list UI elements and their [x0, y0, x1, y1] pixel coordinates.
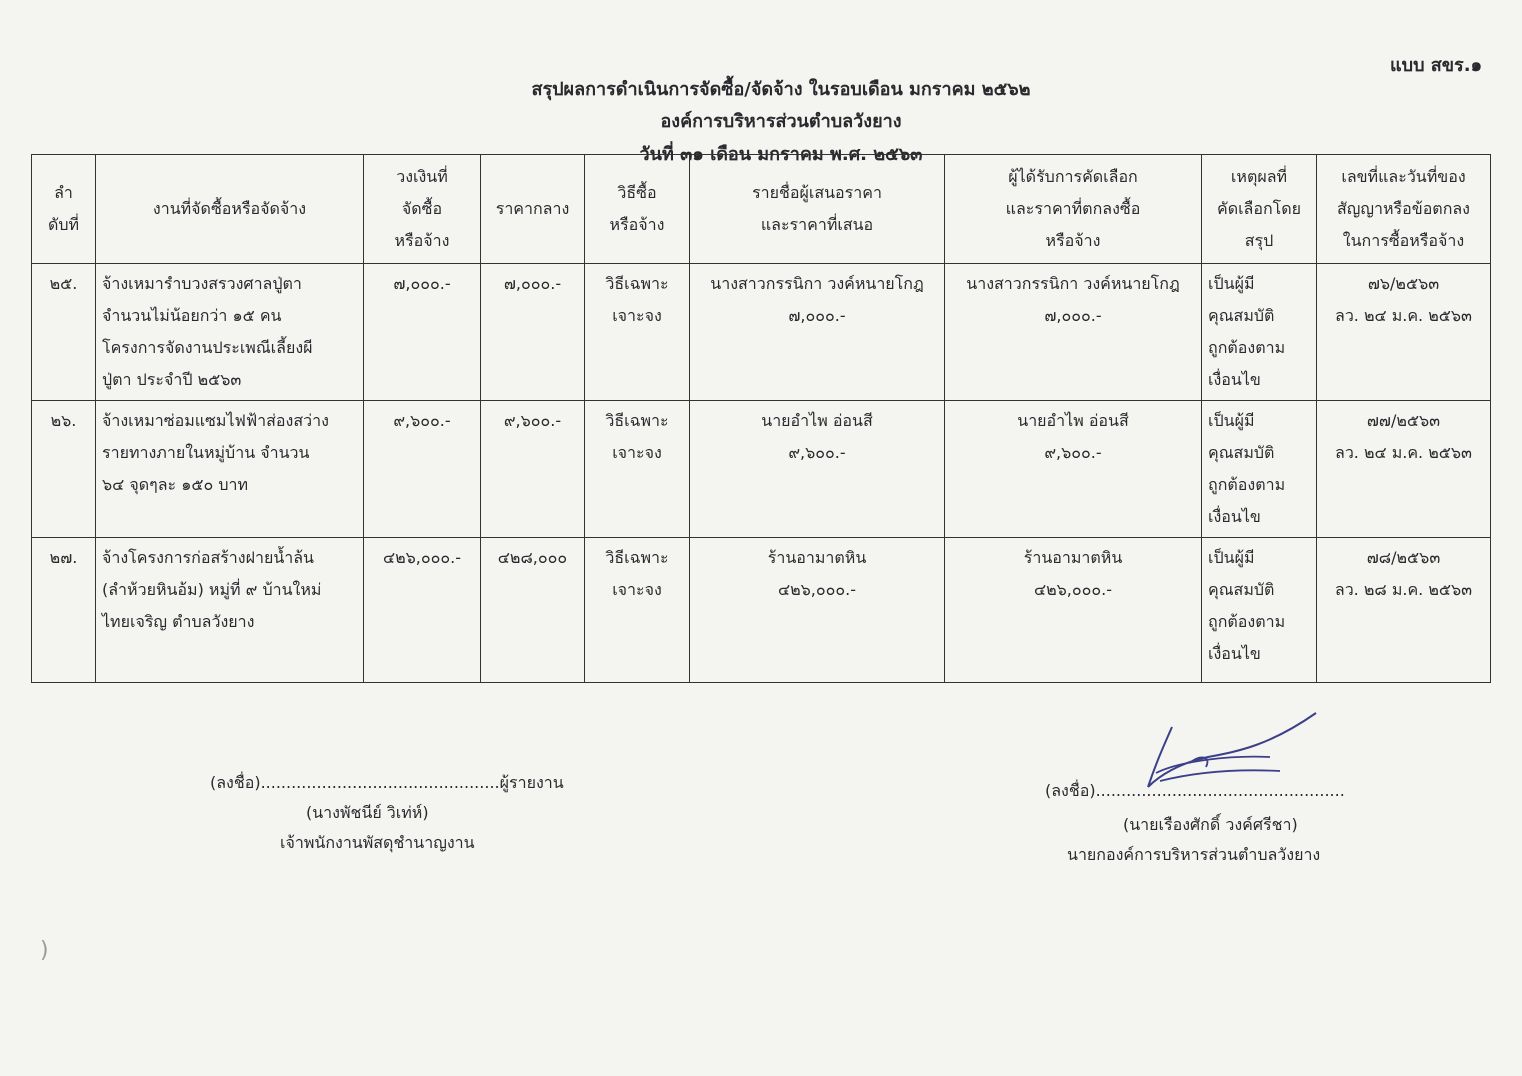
budget-value: ๗,๐๐๐.- — [364, 264, 481, 401]
reporter-signature-block — [210, 768, 610, 858]
header-work: งานที่จัดซื้อหรือจัดจ้าง — [96, 155, 364, 264]
contract-value: ๗๖/๒๕๖๓ ลว. ๒๔ ม.ค. ๒๕๖๓ — [1317, 264, 1491, 401]
median-price-value: ๗,๐๐๐.- — [481, 264, 585, 401]
bidder-value: ร้านอามาตหิน ๔๒๖,๐๐๐.- — [690, 538, 945, 683]
reason-value: เป็นผู้มี คุณสมบัติ ถูกต้องตาม เงื่อนไข — [1202, 264, 1317, 401]
header-contract: เลขที่และวันที่ของ สัญญาหรือข้อตกลง ในการซื้อหรือจ้าง — [1317, 155, 1491, 264]
method-value: วิธีเฉพาะ เจาะจง — [585, 264, 690, 401]
bidder-value: นายอำไพ อ่อนสี ๙,๖๐๐.- — [690, 401, 945, 538]
budget-value: ๙,๖๐๐.- — [364, 401, 481, 538]
document-title: สรุปผลการดำเนินการจัดซื้อ/จัดจ้าง ในรอบเดือน มกราคม ๒๕๖๒ — [531, 79, 1031, 100]
contract-value: ๗๗/๒๕๖๓ ลว. ๒๔ ม.ค. ๒๕๖๓ — [1317, 401, 1491, 538]
row-number: ๒๕. — [32, 264, 96, 401]
organization-name: องค์การบริหารส่วนตำบลวังยาง — [660, 111, 902, 132]
budget-value: ๔๒๖,๐๐๐.- — [364, 538, 481, 683]
header-bidders: รายชื่อผู้เสนอราคา และราคาที่เสนอ — [690, 155, 945, 264]
row-number: ๒๖. — [32, 401, 96, 538]
reporter-sign-line: (ลงชื่อ)...............................................ผู้รายงาน — [210, 773, 564, 792]
approver-position: นายกองค์การบริหารส่วนตำบลวังยาง — [1067, 845, 1321, 864]
median-price-value: ๙,๖๐๐.- — [481, 401, 585, 538]
table-row — [32, 401, 1491, 538]
work-description: จ้างเหมาซ่อมแซมไฟฟ้าส่องสว่าง รายทางภายในหมู่บ้าน จำนวน ๖๔ จุดๆละ ๑๕๐ บาท — [96, 401, 364, 538]
header-method: วิธีซื้อ หรือจ้าง — [585, 155, 690, 264]
bidder-value: นางสาวกรรนิกา วงค์หนายโกฎ ๗,๐๐๐.- — [690, 264, 945, 401]
work-description: จ้างเหมารำบวงสรวงศาลปู่ตา จำนวนไม่น้อยกว่า ๑๕ คน โครงการจัดงานประเพณีเลี้ยงผี ปู่ตา ประจำปี ๒๕๖๓ — [96, 264, 364, 401]
work-description: จ้างโครงการก่อสร้างฝายน้ำล้น (ลำห้วยหินอ้ม) หมู่ที่ ๙ บ้านใหม่ ไทยเจริญ ตำบลวังยาง — [96, 538, 364, 683]
selected-value: นางสาวกรรนิกา วงค์หนายโกฎ ๗,๐๐๐.- — [945, 264, 1202, 401]
header-selected: ผู้ได้รับการคัดเลือก และราคาที่ตกลงซื้อ หรือจ้าง — [945, 155, 1202, 264]
method-value: วิธีเฉพาะ เจาะจง — [585, 401, 690, 538]
table-header-row — [32, 155, 1491, 264]
document-date: วันที่ ๓๑ เดือน มกราคม พ.ศ. ๒๕๖๓ — [639, 144, 923, 165]
header-median-price: ราคากลาง — [481, 155, 585, 264]
contract-value: ๗๘/๒๕๖๓ ลว. ๒๘ ม.ค. ๒๕๖๓ — [1317, 538, 1491, 683]
header-budget: วงเงินที่ จัดซื้อ หรือจ้าง — [364, 155, 481, 264]
reason-value: เป็นผู้มี คุณสมบัติ ถูกต้องตาม เงื่อนไข — [1202, 401, 1317, 538]
table-row — [32, 538, 1491, 683]
approver-name: (นายเรืองศักดิ์ วงค์ศรีชา) — [1123, 815, 1298, 834]
header-order: ลำ ดับที่ — [32, 155, 96, 264]
median-price-value: ๔๒๘,๐๐๐ — [481, 538, 585, 683]
row-number: ๒๗. — [32, 538, 96, 683]
table-row — [32, 264, 1491, 401]
selected-value: นายอำไพ อ่อนสี ๙,๖๐๐.- — [945, 401, 1202, 538]
approver-signature-block — [1045, 776, 1465, 870]
reason-value: เป็นผู้มี คุณสมบัติ ถูกต้องตาม เงื่อนไข — [1202, 538, 1317, 683]
procurement-table — [31, 154, 1491, 683]
selected-value: ร้านอามาตหิน ๔๒๖,๐๐๐.- — [945, 538, 1202, 683]
form-code: แบบ สขร.๑ — [1390, 55, 1482, 76]
reporter-name: (นางพัชนีย์ วิเท่ห์) — [306, 803, 429, 822]
approver-sign-line: (ลงชื่อ)................................................. — [1045, 781, 1345, 800]
method-value: วิธีเฉพาะ เจาะจง — [585, 538, 690, 683]
header-reason: เหตุผลที่ คัดเลือกโดย สรุป — [1202, 155, 1317, 264]
scan-mark: ) — [40, 938, 49, 963]
reporter-position: เจ้าพนักงานพัสดุชำนาญงาน — [280, 833, 475, 852]
